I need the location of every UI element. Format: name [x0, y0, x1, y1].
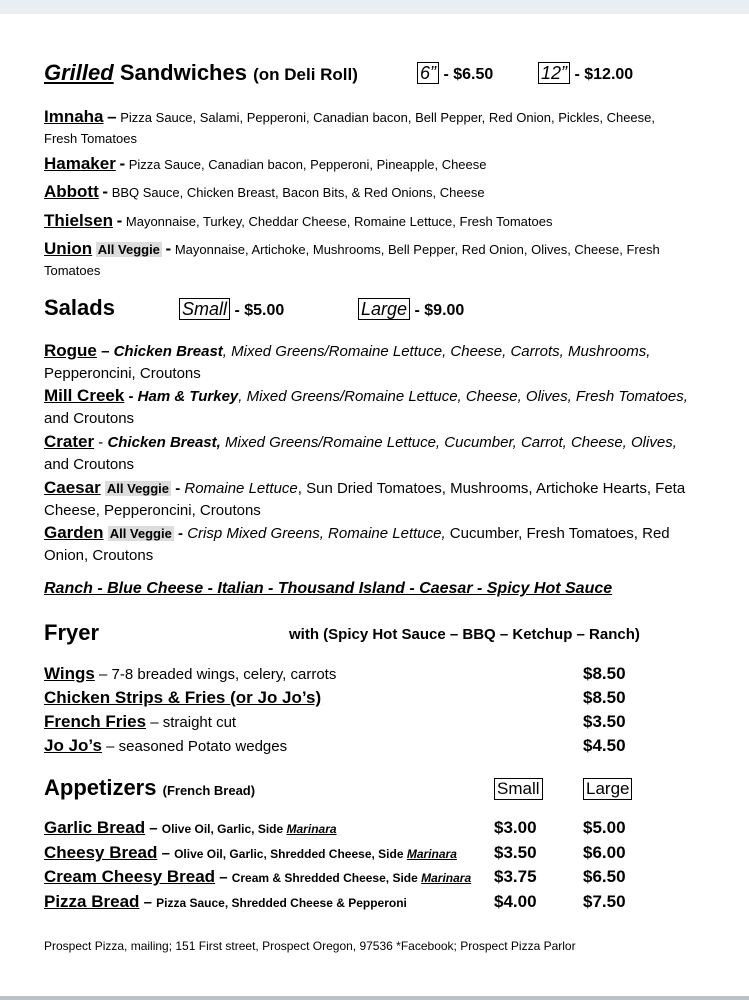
sandwich-size-6 [417, 63, 493, 84]
sandwich-hamaker [44, 153, 724, 175]
fryer-item-french-fries [44, 710, 236, 734]
appetizer-price-large: $6.50 [583, 867, 626, 886]
item-dash: - [119, 154, 126, 173]
item-ingredients-cont: and Croutons [44, 410, 135, 427]
sandwich-size-12 [538, 63, 633, 84]
appetizers-heading [44, 775, 255, 801]
item-name: Imnaha [44, 107, 104, 126]
item-ingredients: BBQ Sauce, Chicken Breast, Bacon Bits, & Red Onions, Cheese [111, 185, 485, 200]
dressing-options: Ranch - Blue Cheese - Italian - Thousand Island - Caesar - Spicy Hot Sauce [44, 580, 613, 597]
top-toolbar-strip [0, 0, 749, 14]
item-desc: – seasoned Potato wedges [106, 738, 288, 755]
item-ingredients-cont: Fresh Tomatoes [44, 131, 137, 146]
item-protein: Chicken Breast, [107, 434, 221, 451]
item-ingredients: Pizza Sauce, Canadian bacon, Pepperoni, Pineapple, Cheese [128, 157, 487, 172]
item-name: Hamaker [44, 154, 116, 173]
appetizers-title: Appetizers [44, 775, 157, 800]
item-dash: - [175, 480, 181, 497]
fryer-item-jojos [44, 734, 287, 758]
item-dash: - [178, 525, 184, 542]
sandwich-union [44, 238, 724, 281]
sandwich-abbott [44, 181, 724, 203]
appetizer-price-large: $5.00 [583, 818, 626, 837]
item-name: Garden [44, 523, 104, 542]
size-small-label: Small [179, 298, 230, 320]
item-desc: – straight cut [150, 714, 237, 731]
salad-size-small [179, 299, 284, 320]
item-dash: - [165, 239, 172, 258]
size-large-price: - $9.00 [414, 302, 465, 319]
item-name: Cheesy Bread [44, 843, 158, 862]
item-name: Union [44, 239, 93, 258]
item-dash: - [128, 388, 134, 405]
appetizers-large-label: Large [583, 778, 632, 800]
item-ingredients: Mayonnaise, Artichoke, Mushrooms, Bell Pepper, Red Onion, Olives, Cheese, Fresh [174, 242, 660, 257]
item-dash: – [101, 343, 110, 360]
appetizer-cream-cheesy-bread [44, 865, 471, 889]
size-small-price: - $5.00 [234, 302, 285, 319]
appetizer-price-small: $4.00 [494, 892, 537, 911]
salad-caesar [44, 477, 734, 522]
item-dash: – [219, 869, 228, 886]
item-ingredients-cont: Pepperoncini, Croutons [44, 365, 201, 382]
size-6-price: - $6.50 [443, 66, 494, 83]
item-name: Wings [44, 664, 95, 683]
item-ingredients: Pizza Sauce, Salami, Pepperoni, Canadian bacon, Bell Pepper, Red Onion, Pickles, Cheese, [120, 110, 656, 125]
all-veggie-badge: All Veggie [106, 481, 170, 496]
item-name: Caesar [44, 478, 101, 497]
item-marinara: Marinara [421, 871, 472, 885]
item-greens: Romaine Lettuce [184, 480, 298, 497]
salad-rogue [44, 340, 734, 385]
footer-contact: Prospect Pizza, mailing; 151 First street, Prospect Oregon, 97536 *Facebook; Prospect Pizza Parlor [44, 939, 576, 953]
item-desc: Pizza Sauce, Shredded Cheese & Pepperoni [156, 896, 407, 910]
bottom-edge-strip [0, 996, 749, 1000]
fryer-price-jojos: $4.50 [583, 736, 626, 755]
appetizer-cheesy-bread [44, 841, 457, 865]
item-ingredients-cont: Onion, Croutons [44, 547, 154, 564]
item-name: Abbott [44, 182, 99, 201]
item-desc: – 7-8 breaded wings, celery, carrots [99, 666, 337, 683]
item-name: Rogue [44, 341, 97, 360]
item-name: Mill Creek [44, 386, 125, 405]
sandwich-thielsen [44, 210, 724, 232]
item-ingredients-cont: Cheese, Pepperoncini, Croutons [44, 502, 261, 519]
fryer-price-wings: $8.50 [583, 664, 626, 683]
item-ingredients: Cucumber, Fresh Tomatoes, Red [445, 525, 670, 542]
item-dash: – [161, 845, 170, 862]
fryer-item-chicken-strips [44, 686, 321, 710]
all-veggie-badge: All Veggie [97, 242, 160, 257]
item-name: Jo Jo’s [44, 736, 102, 755]
fryer-price-chicken-strips: $8.50 [583, 688, 626, 707]
item-desc: Olive Oil, Garlic, Side [161, 822, 287, 836]
item-ingredients: , Mixed Greens/Romaine Lettuce, Cheese, Carrots, Mushrooms, [222, 343, 651, 360]
fryer-item-wings [44, 662, 336, 686]
item-name: French Fries [44, 712, 147, 731]
appetizer-price-small: $3.00 [494, 818, 537, 837]
item-name: Garlic Bread [44, 818, 146, 837]
item-dash: - [102, 182, 109, 201]
salad-garden [44, 522, 734, 567]
fryer-heading: Fryer [44, 620, 100, 645]
sandwiches-title-word: Grilled [44, 60, 114, 85]
item-ingredients: , Sun Dried Tomatoes, Mushrooms, Artichoke Hearts, Feta [297, 480, 686, 497]
appetizer-garlic-bread [44, 816, 337, 840]
item-marinara: Marinara [406, 847, 457, 861]
item-marinara: Marinara [286, 822, 337, 836]
appetizer-pizza-bread [44, 890, 407, 914]
salad-mill-creek [44, 385, 734, 430]
item-dash: - [116, 211, 123, 230]
item-protein: Chicken Breast [113, 343, 223, 360]
item-ingredients: , Mixed Greens/Romaine Lettuce, Cheese, Olives, Fresh Tomatoes, [238, 388, 688, 405]
item-name: Chicken Strips & Fries (or Jo Jo’s) [44, 688, 322, 707]
item-dash: – [107, 107, 117, 126]
appetizers-small-label: Small [494, 778, 543, 800]
item-ingredients-cont: and Croutons [44, 456, 135, 473]
item-ingredients-cont: Tomatoes [44, 263, 101, 278]
appetizer-price-small: $3.75 [494, 867, 537, 886]
fryer-price-french-fries: $3.50 [583, 712, 626, 731]
item-desc: Olive Oil, Garlic, Shredded Cheese, Side [174, 847, 407, 861]
item-name: Crater [44, 432, 95, 451]
salads-heading: Salads [44, 295, 115, 320]
appetizers-title-sub: (French Bread) [162, 783, 256, 798]
item-greens: Crisp Mixed Greens, Romaine Lettuce, [187, 525, 446, 542]
appetizer-price-large: $7.50 [583, 892, 626, 911]
sandwiches-title-rest: Sandwiches [119, 60, 247, 85]
item-dash: – [149, 820, 158, 837]
salad-size-large [358, 299, 464, 320]
appetizer-price-small: $3.50 [494, 843, 537, 862]
sandwich-imnaha [44, 106, 724, 149]
item-dash: - [98, 434, 104, 451]
item-name: Thielsen [44, 211, 113, 230]
item-ingredients: Mixed Greens/Romaine Lettuce, Cucumber, Carrot, Cheese, Olives, [220, 434, 677, 451]
sandwiches-title-sub: (on Deli Roll) [253, 65, 358, 84]
size-12-price: - $12.00 [574, 66, 634, 83]
size-6-label: 6” [417, 62, 439, 84]
item-name: Pizza Bread [44, 892, 140, 911]
size-12-label: 12” [538, 62, 570, 84]
item-desc: Cream & Shredded Cheese, Side [231, 871, 422, 885]
item-protein: Ham & Turkey [137, 388, 239, 405]
all-veggie-badge: All Veggie [109, 526, 172, 541]
item-ingredients: Mayonnaise, Turkey, Cheddar Cheese, Romaine Lettuce, Fresh Tomatoes [125, 214, 553, 229]
salad-crater [44, 431, 734, 476]
item-name: Cream Cheesy Bread [44, 867, 216, 886]
fryer-sauces: with (Spicy Hot Sauce – BBQ – Ketchup – Ranch) [289, 626, 640, 643]
item-dash: – [143, 894, 152, 911]
appetizer-price-large: $6.00 [583, 843, 626, 862]
sandwiches-heading [44, 60, 358, 86]
size-large-label: Large [358, 298, 410, 320]
